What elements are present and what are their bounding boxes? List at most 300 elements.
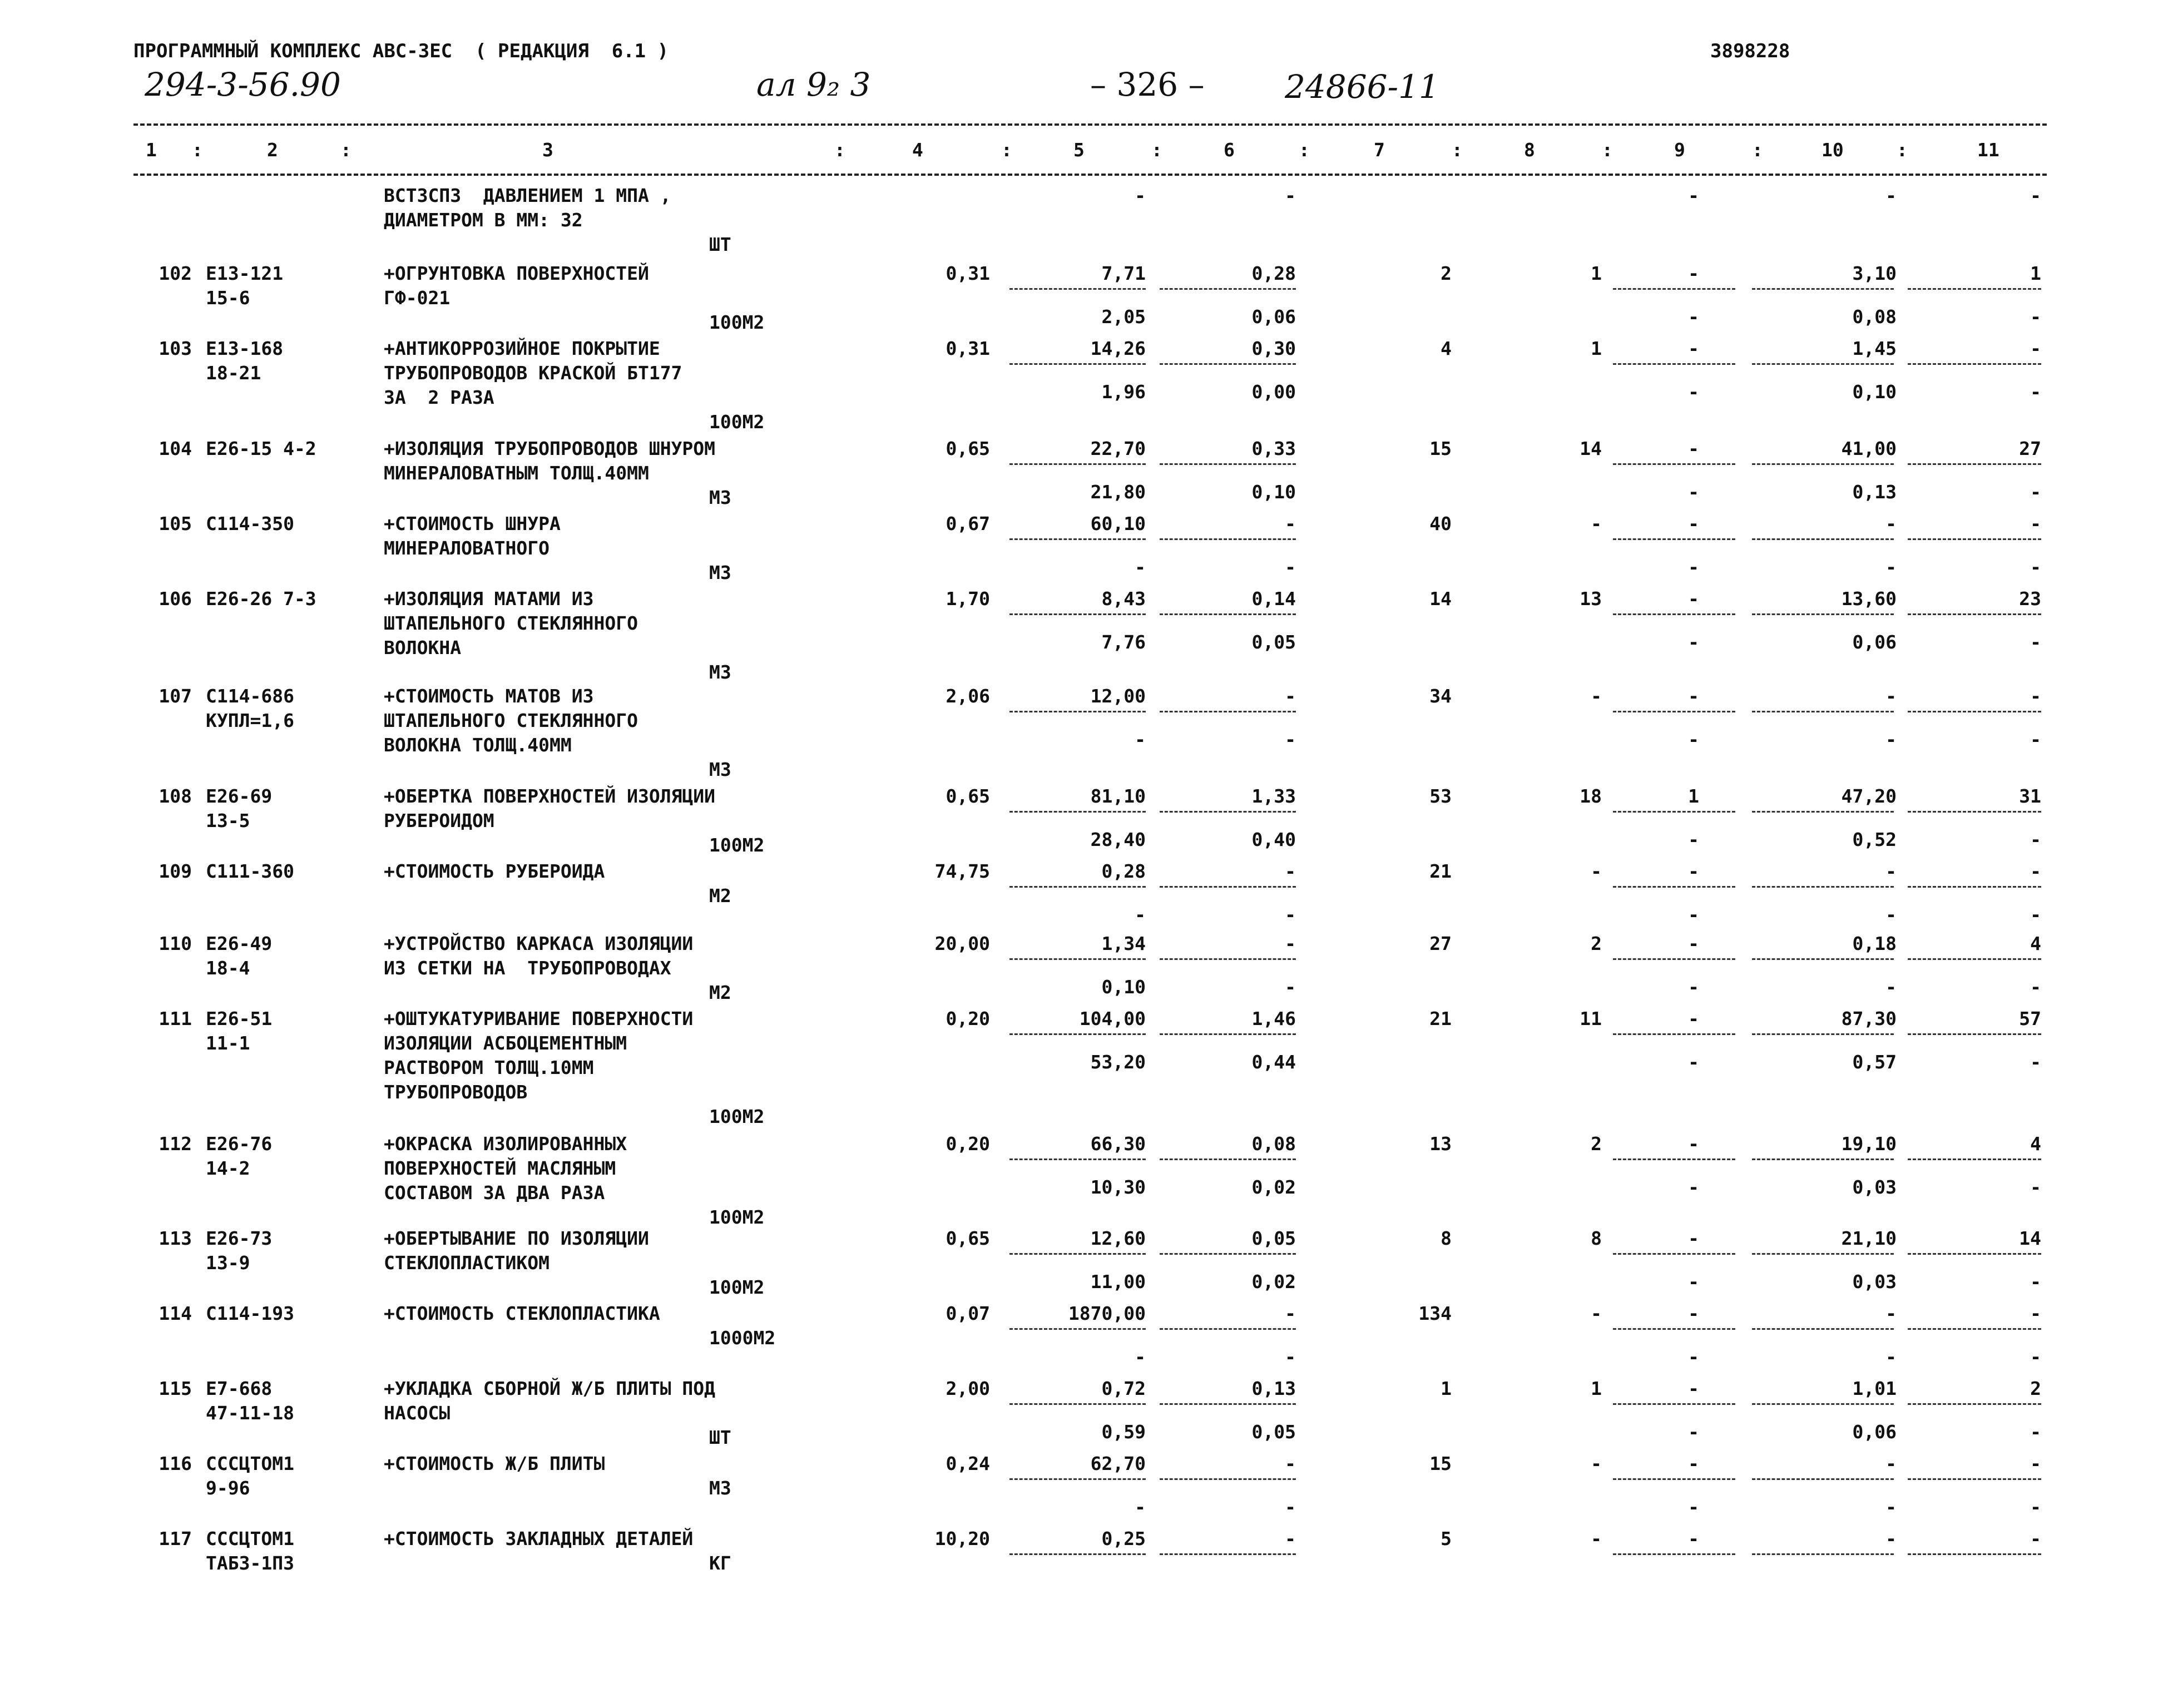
work-description: +ОБЕРТКА ПОВЕРХНОСТЕЙ ИЗОЛЯЦИИ xyxy=(384,785,716,807)
work-description: СОСТАВОМ ЗА ДВА РАЗА xyxy=(384,1182,605,1204)
labor-total-sub: - xyxy=(2030,1346,2041,1368)
unit-cost: 66,30 xyxy=(1090,1133,1146,1155)
column-separator: : xyxy=(1752,139,1763,161)
labor-total-sub: - xyxy=(2030,1496,2041,1518)
labor-total: 23 xyxy=(2019,588,2041,610)
quantity: 0,65 xyxy=(946,1227,990,1249)
machine-cost: - xyxy=(1285,860,1296,882)
total-cost: 15 xyxy=(1429,1453,1452,1474)
rate-code: Е26-69 xyxy=(206,785,273,807)
labor-hours-sub: - xyxy=(1885,976,1897,998)
work-description: ТРУБОПРОВОДОВ xyxy=(384,1081,528,1103)
quantity: 20,00 xyxy=(934,933,990,954)
cell-divider xyxy=(1160,711,1296,712)
header-rule-bottom xyxy=(133,174,2047,176)
labor-hours-sub: 0,10 xyxy=(1852,381,1897,403)
labor-total: 2 xyxy=(2030,1378,2041,1399)
work-description: ИЗОЛЯЦИИ АСБОЦЕМЕНТНЫМ xyxy=(384,1032,627,1054)
unit-cost-wages: 0,59 xyxy=(1101,1421,1146,1443)
cell-divider xyxy=(1160,1159,1296,1160)
cell-divider xyxy=(1613,811,1735,813)
total-cost: 13 xyxy=(1429,1133,1452,1155)
quantity: 0,67 xyxy=(946,513,990,534)
machine-wages: - xyxy=(1688,338,1699,359)
rate-code: Е26-49 xyxy=(206,933,273,954)
labor-hours: - xyxy=(1885,860,1897,882)
labor-total: - xyxy=(2030,685,2041,707)
unit-cost-wages: 2,05 xyxy=(1101,306,1146,328)
machine-cost-wages: - xyxy=(1285,904,1296,925)
machine-cost-wages: - xyxy=(1285,556,1296,578)
column-header: 9 xyxy=(1674,139,1685,161)
column-separator: : xyxy=(1299,139,1310,161)
unit-cost: 0,28 xyxy=(1101,860,1146,882)
column-header: 11 xyxy=(1977,139,1999,161)
row-number: 112 xyxy=(159,1133,192,1155)
cell-divider xyxy=(1908,811,2041,813)
machine-wages: - xyxy=(1688,860,1699,882)
labor-hours: 1,45 xyxy=(1852,338,1897,359)
cell-divider xyxy=(1752,886,1894,888)
work-description: ВОЛОКНА xyxy=(384,637,462,659)
cell-divider xyxy=(1908,886,2041,888)
quantity: 74,75 xyxy=(934,860,990,882)
machine-wages-sub: - xyxy=(1688,1051,1699,1073)
work-description: +СТОИМОСТЬ ЗАКЛАДНЫХ ДЕТАЛЕЙ xyxy=(384,1528,694,1549)
unit-cost: 62,70 xyxy=(1090,1453,1146,1474)
machine-cost: 0,14 xyxy=(1251,588,1296,610)
labor-hours: 0,18 xyxy=(1852,933,1897,954)
cell-divider xyxy=(1613,958,1735,960)
column-header: 7 xyxy=(1374,139,1385,161)
inventory-number: 24866-11 xyxy=(1285,68,1439,106)
labor-total-sub: - xyxy=(2030,1051,2041,1073)
labor-hours: 87,30 xyxy=(1841,1008,1897,1029)
column-separator: : xyxy=(340,139,352,161)
labor-hours: - xyxy=(1885,513,1897,534)
page-number: – 326 – xyxy=(1090,66,1205,103)
cell-divider xyxy=(1613,1328,1735,1330)
machine-wages-sub: - xyxy=(1688,481,1699,503)
cell-divider xyxy=(1160,1478,1296,1480)
rate-code: Е26-15 4-2 xyxy=(206,438,316,459)
machine-cost: - xyxy=(1285,513,1296,534)
work-description: +ОГРУНТОВКА ПОВЕРХНОСТЕЙ xyxy=(384,263,649,284)
row-number: 102 xyxy=(159,263,192,284)
labor-total-sub: - xyxy=(2030,1271,2041,1293)
cell-divider xyxy=(1908,463,2041,465)
album-number: ал 9₂ 3 xyxy=(756,66,871,103)
cell-divider xyxy=(1160,288,1296,290)
labor-hours-sub: - xyxy=(1885,1346,1897,1368)
cell-divider xyxy=(1613,886,1735,888)
machine-wages: - xyxy=(1688,1378,1699,1399)
machine-wages: - xyxy=(1688,933,1699,954)
work-description: ШТАПЕЛЬНОГО СТЕКЛЯННОГО xyxy=(384,710,638,731)
cell-divider xyxy=(1752,1553,1894,1555)
rate-code-sub: 13-9 xyxy=(206,1252,250,1274)
column-header: 8 xyxy=(1524,139,1535,161)
row-number: 104 xyxy=(159,438,192,459)
cell-divider xyxy=(1613,1159,1735,1160)
column-separator: : xyxy=(192,139,203,161)
rate-code: Е26-26 7-3 xyxy=(206,588,316,610)
rate-code: Е7-668 xyxy=(206,1378,273,1399)
column-header: 6 xyxy=(1224,139,1235,161)
unit-cost-wages: - xyxy=(1135,556,1146,578)
labor-total-sub: - xyxy=(2030,631,2041,653)
work-description: ВСТЗСПЗ ДАВЛЕНИЕМ 1 МПА , xyxy=(384,185,671,206)
cell-divider xyxy=(1908,538,2041,540)
cell-divider xyxy=(1908,958,2041,960)
unit-of-measure: 100М2 xyxy=(709,1106,765,1127)
quantity: 2,00 xyxy=(946,1378,990,1399)
wages-total: 8 xyxy=(1591,1227,1602,1249)
labor-hours: - xyxy=(1885,1303,1897,1324)
cell-divider xyxy=(1160,1033,1296,1035)
unit-cost-wages: - xyxy=(1135,904,1146,925)
unit-of-measure: М3 xyxy=(709,562,731,583)
row-number: 116 xyxy=(159,1453,192,1474)
rate-code: С114-350 xyxy=(206,513,294,534)
labor-total: 14 xyxy=(2019,1227,2041,1249)
quantity: 1,70 xyxy=(946,588,990,610)
cell-divider xyxy=(1160,538,1296,540)
row-number: 108 xyxy=(159,785,192,807)
machine-cost-wages: 0,05 xyxy=(1251,631,1296,653)
machine-cost: 0,33 xyxy=(1251,438,1296,459)
machine-cost: 0,30 xyxy=(1251,338,1296,359)
quantity: 0,07 xyxy=(946,1303,990,1324)
unit-of-measure: 1000М2 xyxy=(709,1327,776,1349)
machine-wages-sub: - xyxy=(1688,1346,1699,1368)
wages-total: - xyxy=(1591,1528,1602,1549)
unit-of-measure: М3 xyxy=(709,1477,731,1499)
unit-of-measure: М3 xyxy=(709,487,731,508)
rate-code-sub: 15-6 xyxy=(206,287,250,309)
labor-hours: 3,10 xyxy=(1852,263,1897,284)
cell-divider xyxy=(1613,1033,1735,1035)
work-description: +ИЗОЛЯЦИЯ МАТАМИ ИЗ xyxy=(384,588,594,610)
cell-divider xyxy=(1009,463,1146,465)
labor-total-sub: - xyxy=(2030,306,2041,328)
machine-wages: - xyxy=(1688,1453,1699,1474)
total-cost: 34 xyxy=(1429,685,1452,707)
labor-hours-sub: 0,08 xyxy=(1852,306,1897,328)
quantity: 2,06 xyxy=(946,685,990,707)
row-number: 106 xyxy=(159,588,192,610)
row-number: 115 xyxy=(159,1378,192,1399)
cell-divider xyxy=(1160,363,1296,365)
work-description: +ОШТУКАТУРИВАНИЕ ПОВЕРХНОСТИ xyxy=(384,1008,694,1029)
unit-of-measure: ШТ xyxy=(709,234,731,255)
labor-hours-sub: - xyxy=(1885,729,1897,750)
machine-cost-wages: 0,00 xyxy=(1251,381,1296,403)
labor-hours: - xyxy=(1885,685,1897,707)
wages-total: - xyxy=(1591,513,1602,534)
wages-total: 1 xyxy=(1591,263,1602,284)
column-header-row xyxy=(0,138,2168,162)
quantity: 0,31 xyxy=(946,263,990,284)
machine-wages-sub: - xyxy=(1688,556,1699,578)
work-description: +АНТИКОРРОЗИЙНОЕ ПОКРЫТИЕ xyxy=(384,338,660,359)
total-cost: 1 xyxy=(1441,1378,1452,1399)
unit-cost: 1,34 xyxy=(1101,933,1146,954)
labor-hours-sub: - xyxy=(1885,1496,1897,1518)
labor-total-sub: - xyxy=(2030,381,2041,403)
cell-divider xyxy=(1613,1403,1735,1405)
cell-divider xyxy=(1009,1159,1146,1160)
cell-divider xyxy=(1752,463,1894,465)
labor-total: 4 xyxy=(2030,1133,2041,1155)
column-header: 10 xyxy=(1821,139,1844,161)
cell-divider xyxy=(1908,1478,2041,1480)
labor-hours: - xyxy=(1885,1528,1897,1549)
column-header: 2 xyxy=(267,139,278,161)
cell-divider xyxy=(1752,538,1894,540)
rate-code: СССЦТОМ1 xyxy=(206,1528,294,1549)
labor-hours: 41,00 xyxy=(1841,438,1897,459)
machine-cost: 0,28 xyxy=(1251,263,1296,284)
work-description: РАСТВОРОМ ТОЛЩ.10ММ xyxy=(384,1057,594,1078)
cell-divider xyxy=(1009,811,1146,813)
machine-cost-wages: 0,02 xyxy=(1251,1176,1296,1198)
cell-divider xyxy=(1009,1033,1146,1035)
wages-total: 14 xyxy=(1580,438,1602,459)
cell-divider xyxy=(1009,1328,1146,1330)
machine-wages-sub: - xyxy=(1688,1421,1699,1443)
cell-divider xyxy=(1009,538,1146,540)
column-header: 3 xyxy=(542,139,553,161)
labor-total-sub: - xyxy=(2030,904,2041,925)
labor-hours: - xyxy=(1885,185,1897,206)
cell-divider xyxy=(1160,1553,1296,1555)
machine-cost: - xyxy=(1285,1528,1296,1549)
row-number: 103 xyxy=(159,338,192,359)
labor-total-sub: - xyxy=(2030,1421,2041,1443)
cell-divider xyxy=(1160,886,1296,888)
cell-divider xyxy=(1752,711,1894,712)
wages-total: 1 xyxy=(1591,1378,1602,1399)
total-cost: 5 xyxy=(1441,1528,1452,1549)
quantity: 0,31 xyxy=(946,338,990,359)
unit-cost-wages: 0,10 xyxy=(1101,976,1146,998)
labor-hours-sub: 0,06 xyxy=(1852,631,1897,653)
work-description: +СТОИМОСТЬ РУБЕРОИДА xyxy=(384,860,605,882)
wages-total: - xyxy=(1591,1453,1602,1474)
machine-cost-wages: 0,02 xyxy=(1251,1271,1296,1293)
unit-of-measure: 100М2 xyxy=(709,1206,765,1228)
cell-divider xyxy=(1613,538,1735,540)
cell-divider xyxy=(1752,1478,1894,1480)
machine-cost-wages: 0,10 xyxy=(1251,481,1296,503)
machine-cost: - xyxy=(1285,1303,1296,1324)
cell-divider xyxy=(1009,1253,1146,1255)
unit-cost: 60,10 xyxy=(1090,513,1146,534)
unit-of-measure: ШТ xyxy=(709,1427,731,1448)
work-description: +СТОИМОСТЬ ШНУРА xyxy=(384,513,561,534)
row-number: 111 xyxy=(159,1008,192,1029)
cell-divider xyxy=(1009,288,1146,290)
wages-total: 18 xyxy=(1580,785,1602,807)
machine-cost: - xyxy=(1285,185,1296,206)
machine-wages: - xyxy=(1688,1227,1699,1249)
labor-total-sub: - xyxy=(2030,1176,2041,1198)
labor-hours-sub: - xyxy=(1885,556,1897,578)
wages-total: 1 xyxy=(1591,338,1602,359)
unit-cost-wages: 28,40 xyxy=(1090,829,1146,850)
labor-total: - xyxy=(2030,1528,2041,1549)
cell-divider xyxy=(1009,1553,1146,1555)
labor-total: - xyxy=(2030,1453,2041,1474)
machine-wages: - xyxy=(1688,1528,1699,1549)
labor-total-sub: - xyxy=(2030,481,2041,503)
total-cost: 21 xyxy=(1429,860,1452,882)
cell-divider xyxy=(1009,711,1146,712)
rate-code-sub: 18-4 xyxy=(206,957,250,979)
work-description: +ИЗОЛЯЦИЯ ТРУБОПРОВОДОВ ШНУРОМ xyxy=(384,438,716,459)
total-cost: 14 xyxy=(1429,588,1452,610)
labor-total: - xyxy=(2030,860,2041,882)
quantity: 0,24 xyxy=(946,1453,990,1474)
machine-cost: 1,46 xyxy=(1251,1008,1296,1029)
cell-divider xyxy=(1908,1403,2041,1405)
rate-code: Е26-73 xyxy=(206,1227,273,1249)
rate-code-sub: 13-5 xyxy=(206,810,250,831)
unit-cost: 12,60 xyxy=(1090,1227,1146,1249)
labor-total: 27 xyxy=(2019,438,2041,459)
labor-hours: 19,10 xyxy=(1841,1133,1897,1155)
machine-cost: - xyxy=(1285,933,1296,954)
unit-cost: 22,70 xyxy=(1090,438,1146,459)
document-number: 294-3-56.90 xyxy=(145,66,341,103)
labor-total: 1 xyxy=(2030,263,2041,284)
cell-divider xyxy=(1908,1159,2041,1160)
rate-code: Е13-121 xyxy=(206,263,284,284)
rate-code: СССЦТОМ1 xyxy=(206,1453,294,1474)
machine-wages: - xyxy=(1688,588,1699,610)
labor-total-sub: - xyxy=(2030,556,2041,578)
unit-cost: 1870,00 xyxy=(1068,1303,1146,1324)
unit-cost: - xyxy=(1135,185,1146,206)
cell-divider xyxy=(1009,1478,1146,1480)
rate-code-sub: 18-21 xyxy=(206,362,261,384)
machine-cost-wages: 0,40 xyxy=(1251,829,1296,850)
unit-cost-wages: - xyxy=(1135,1496,1146,1518)
rate-code: Е13-168 xyxy=(206,338,284,359)
cell-divider xyxy=(1752,363,1894,365)
cell-divider xyxy=(1908,613,2041,615)
work-description: +СТОИМОСТЬ СТЕКЛОПЛАСТИКА xyxy=(384,1303,660,1324)
unit-cost-wages: - xyxy=(1135,1346,1146,1368)
cell-divider xyxy=(1752,1328,1894,1330)
work-description: ЗА 2 РАЗА xyxy=(384,387,494,408)
total-cost: 53 xyxy=(1429,785,1452,807)
row-number: 109 xyxy=(159,860,192,882)
machine-wages: - xyxy=(1688,1133,1699,1155)
total-cost: 8 xyxy=(1441,1227,1452,1249)
unit-cost-wages: 21,80 xyxy=(1090,481,1146,503)
document-code: 3898228 xyxy=(1710,40,1790,62)
unit-of-measure: М2 xyxy=(709,885,731,907)
cell-divider xyxy=(1613,288,1735,290)
total-cost: 134 xyxy=(1418,1303,1452,1324)
labor-hours-sub: 0,06 xyxy=(1852,1421,1897,1443)
column-header: 1 xyxy=(146,139,157,161)
work-description: СТЕКЛОПЛАСТИКОМ xyxy=(384,1252,550,1274)
machine-wages: - xyxy=(1688,185,1699,206)
work-description: +СТОИМОСТЬ Ж/Б ПЛИТЫ xyxy=(384,1453,605,1474)
machine-cost-wages: - xyxy=(1285,1346,1296,1368)
machine-cost: - xyxy=(1285,685,1296,707)
rate-code: С114-193 xyxy=(206,1303,294,1324)
unit-cost-wages: 7,76 xyxy=(1101,631,1146,653)
unit-cost-wages: 1,96 xyxy=(1101,381,1146,403)
work-description: +ОБЕРТЫВАНИЕ ПО ИЗОЛЯЦИИ xyxy=(384,1227,649,1249)
work-description: ГФ-021 xyxy=(384,287,451,309)
cell-divider xyxy=(1613,363,1735,365)
cell-divider xyxy=(1752,1403,1894,1405)
total-cost: 27 xyxy=(1429,933,1452,954)
wages-total: - xyxy=(1591,685,1602,707)
cell-divider xyxy=(1160,958,1296,960)
cell-divider xyxy=(1009,1403,1146,1405)
column-separator: : xyxy=(1001,139,1012,161)
machine-cost: 0,05 xyxy=(1251,1227,1296,1249)
work-description: +УКЛАДКА СБОРНОЙ Ж/Б ПЛИТЫ ПОД xyxy=(384,1378,716,1399)
column-separator: : xyxy=(1602,139,1613,161)
row-number: 105 xyxy=(159,513,192,534)
cell-divider xyxy=(1160,613,1296,615)
row-number: 114 xyxy=(159,1303,192,1324)
row-number: 117 xyxy=(159,1528,192,1549)
labor-total: - xyxy=(2030,513,2041,534)
unit-cost: 0,72 xyxy=(1101,1378,1146,1399)
unit-cost-wages: 10,30 xyxy=(1090,1176,1146,1198)
cell-divider xyxy=(1908,1253,2041,1255)
unit-of-measure: 100М2 xyxy=(709,311,765,333)
unit-cost-wages: 11,00 xyxy=(1090,1271,1146,1293)
cell-divider xyxy=(1009,363,1146,365)
machine-cost-wages: 0,44 xyxy=(1251,1051,1296,1073)
machine-cost-wages: - xyxy=(1285,1496,1296,1518)
column-header: 5 xyxy=(1073,139,1085,161)
labor-total: 57 xyxy=(2019,1008,2041,1029)
work-description: МИНЕРАЛОВАТНЫМ ТОЛЩ.40ММ xyxy=(384,462,649,484)
machine-wages-sub: - xyxy=(1688,1496,1699,1518)
unit-of-measure: М3 xyxy=(709,661,731,683)
labor-total-sub: - xyxy=(2030,829,2041,850)
rate-code-sub: 14-2 xyxy=(206,1157,250,1179)
machine-wages-sub: - xyxy=(1688,904,1699,925)
rate-code: С111-360 xyxy=(206,860,294,882)
row-number: 110 xyxy=(159,933,192,954)
rate-code-sub: ТАБЗ-1ПЗ xyxy=(206,1552,294,1574)
labor-hours: - xyxy=(1885,1453,1897,1474)
machine-cost: - xyxy=(1285,1453,1296,1474)
unit-of-measure: 100М2 xyxy=(709,1276,765,1298)
machine-wages: 1 xyxy=(1688,785,1699,807)
row-number: 113 xyxy=(159,1227,192,1249)
wages-total: 11 xyxy=(1580,1008,1602,1029)
machine-wages: - xyxy=(1688,438,1699,459)
total-cost: 2 xyxy=(1441,263,1452,284)
rate-code-sub: 47-11-18 xyxy=(206,1402,294,1424)
unit-cost: 104,00 xyxy=(1079,1008,1146,1029)
cell-divider xyxy=(1160,463,1296,465)
labor-total: 31 xyxy=(2019,785,2041,807)
total-cost: 15 xyxy=(1429,438,1452,459)
